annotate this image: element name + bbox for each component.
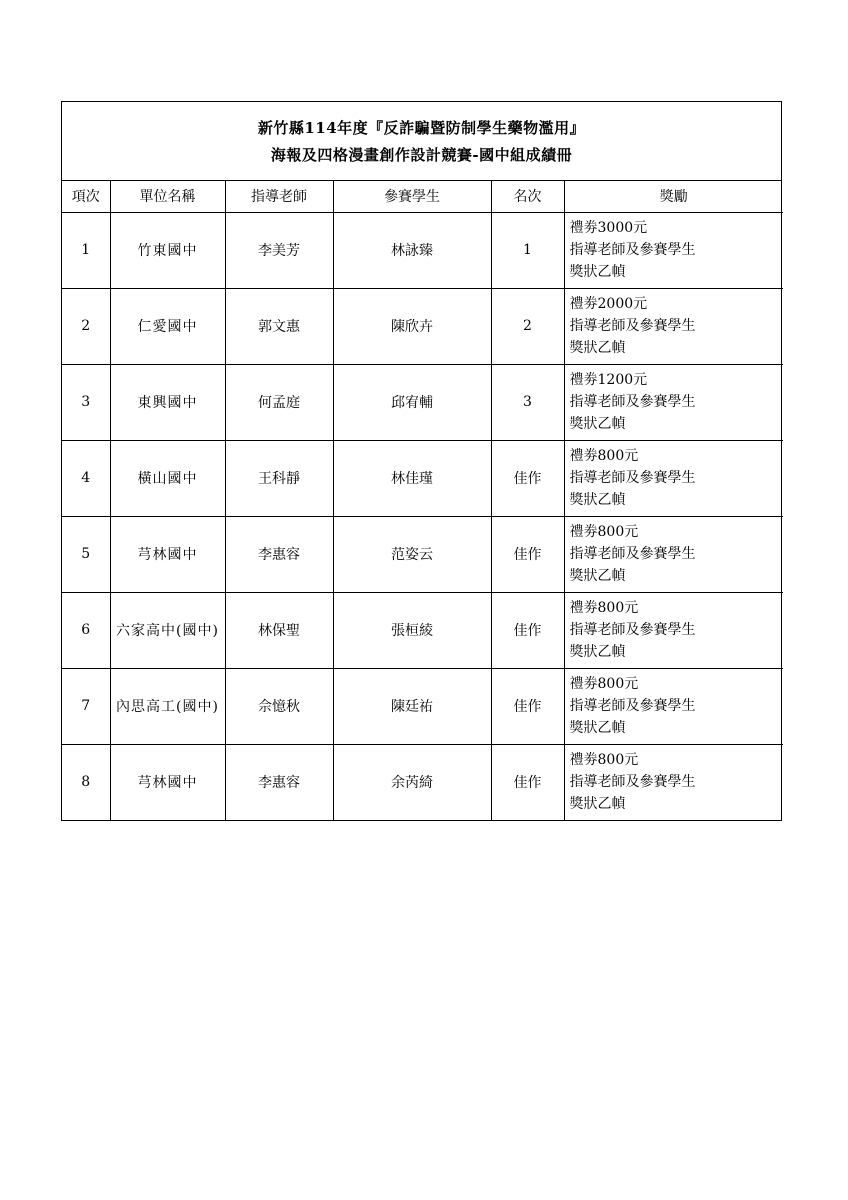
reward-recipients: 指導老師及參賽學生 bbox=[569, 242, 696, 258]
results-sheet bbox=[61, 101, 782, 821]
cell-unit: 仁愛國中 bbox=[110, 288, 225, 364]
cell-teacher: 郭文惠 bbox=[225, 288, 333, 364]
reward-voucher: 禮劵800元 bbox=[569, 676, 639, 692]
reward-recipients: 指導老師及參賽學生 bbox=[569, 774, 696, 791]
cell-rank: 佳作 bbox=[491, 516, 564, 592]
col-header-teacher: 指導老師 bbox=[225, 181, 333, 212]
cell-teacher: 李惠容 bbox=[225, 516, 333, 592]
title-line-1: 新竹縣114年度『反詐騙暨防制學生藥物濫用』 bbox=[257, 119, 586, 137]
cell-student: 林佳瑾 bbox=[333, 440, 491, 516]
reward-voucher: 禮劵800元 bbox=[569, 752, 639, 769]
cell-teacher: 李惠容 bbox=[225, 744, 333, 820]
reward-certificate: 獎狀乙幀 bbox=[569, 416, 626, 432]
cell-reward bbox=[564, 440, 783, 516]
table-row bbox=[62, 516, 783, 592]
cell-rank: 佳作 bbox=[491, 668, 564, 744]
cell-unit: 東興國中 bbox=[110, 364, 225, 440]
cell-unit: 芎林國中 bbox=[110, 744, 225, 820]
col-header-reward: 獎勵 bbox=[564, 181, 783, 212]
cell-rank: 佳作 bbox=[491, 440, 564, 516]
col-header-rank: 名次 bbox=[491, 181, 564, 212]
reward-certificate: 獎狀乙幀 bbox=[569, 568, 626, 584]
cell-rank: 1 bbox=[491, 212, 564, 288]
cell-rank: 2 bbox=[491, 288, 564, 364]
cell-reward bbox=[564, 516, 783, 592]
table-row bbox=[62, 288, 783, 364]
cell-no: 1 bbox=[62, 212, 110, 288]
cell-no: 3 bbox=[62, 364, 110, 440]
reward-voucher: 禮劵800元 bbox=[569, 524, 639, 540]
table-row bbox=[62, 212, 783, 288]
cell-no: 8 bbox=[62, 744, 110, 820]
table-row bbox=[62, 668, 783, 744]
cell-rank: 佳作 bbox=[491, 592, 564, 668]
col-header-no: 項次 bbox=[62, 181, 110, 212]
cell-teacher: 何孟庭 bbox=[225, 364, 333, 440]
reward-certificate: 獎狀乙幀 bbox=[569, 796, 626, 813]
reward-recipients: 指導老師及參賽學生 bbox=[569, 318, 696, 334]
cell-student: 余芮綺 bbox=[333, 744, 491, 820]
table-row bbox=[62, 592, 783, 668]
reward-voucher: 禮劵3000元 bbox=[569, 220, 648, 236]
cell-no: 5 bbox=[62, 516, 110, 592]
reward-recipients: 指導老師及參賽學生 bbox=[569, 546, 696, 562]
reward-certificate: 獎狀乙幀 bbox=[569, 492, 626, 508]
cell-unit: 內思高工(國中) bbox=[110, 668, 225, 744]
reward-certificate: 獎狀乙幀 bbox=[569, 644, 626, 660]
reward-voucher: 禮劵800元 bbox=[569, 600, 639, 616]
cell-teacher: 李美芳 bbox=[225, 212, 333, 288]
cell-reward bbox=[564, 364, 783, 440]
col-header-unit: 單位名稱 bbox=[110, 181, 225, 212]
cell-unit: 芎林國中 bbox=[110, 516, 225, 592]
reward-voucher: 禮劵2000元 bbox=[569, 296, 648, 312]
cell-student: 邱宥輔 bbox=[333, 364, 491, 440]
cell-student: 林詠臻 bbox=[333, 212, 491, 288]
cell-student: 陳廷祐 bbox=[333, 668, 491, 744]
cell-unit: 橫山國中 bbox=[110, 440, 225, 516]
cell-student: 范姿云 bbox=[333, 516, 491, 592]
cell-no: 2 bbox=[62, 288, 110, 364]
reward-certificate: 獎狀乙幀 bbox=[569, 720, 626, 736]
cell-reward bbox=[564, 212, 783, 288]
title-line-2: 海報及四格漫畫創作設計競賽-國中組成績冊 bbox=[270, 146, 573, 164]
reward-certificate: 獎狀乙幀 bbox=[569, 340, 626, 356]
cell-reward bbox=[564, 592, 783, 668]
results-table bbox=[62, 181, 783, 820]
cell-no: 4 bbox=[62, 440, 110, 516]
table-row bbox=[62, 440, 783, 516]
cell-teacher: 佘憶秋 bbox=[225, 668, 333, 744]
cell-reward bbox=[564, 744, 783, 820]
header-row bbox=[62, 181, 783, 212]
reward-recipients: 指導老師及參賽學生 bbox=[569, 470, 696, 486]
cell-rank: 3 bbox=[491, 364, 564, 440]
cell-rank: 佳作 bbox=[491, 744, 564, 820]
cell-student: 張桓綾 bbox=[333, 592, 491, 668]
reward-recipients: 指導老師及參賽學生 bbox=[569, 698, 696, 714]
reward-voucher: 禮劵800元 bbox=[569, 448, 639, 464]
table-row bbox=[62, 364, 783, 440]
cell-unit: 竹東國中 bbox=[110, 212, 225, 288]
cell-teacher: 林保聖 bbox=[225, 592, 333, 668]
cell-reward bbox=[564, 288, 783, 364]
reward-recipients: 指導老師及參賽學生 bbox=[569, 622, 696, 638]
reward-certificate: 獎狀乙幀 bbox=[569, 264, 626, 280]
cell-no: 6 bbox=[62, 592, 110, 668]
title-block bbox=[62, 102, 781, 181]
cell-no: 7 bbox=[62, 668, 110, 744]
cell-unit: 六家高中(國中) bbox=[110, 592, 225, 668]
reward-voucher: 禮劵1200元 bbox=[569, 372, 648, 388]
reward-recipients: 指導老師及參賽學生 bbox=[569, 394, 696, 410]
cell-student: 陳欣卉 bbox=[333, 288, 491, 364]
col-header-student: 參賽學生 bbox=[333, 181, 491, 212]
cell-teacher: 王科靜 bbox=[225, 440, 333, 516]
table-row bbox=[62, 744, 783, 820]
cell-reward bbox=[564, 668, 783, 744]
